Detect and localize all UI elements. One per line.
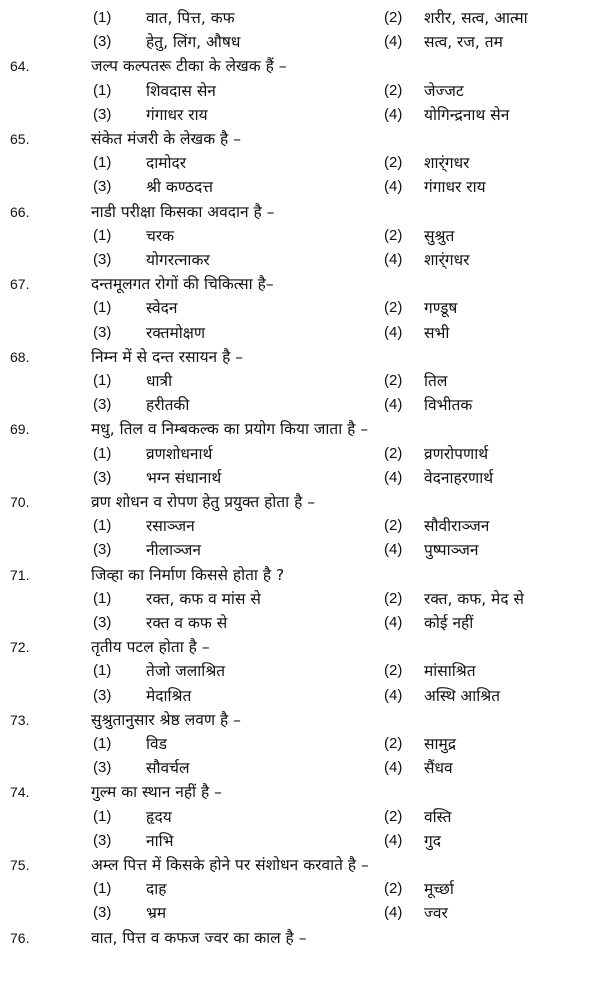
option-text-right: विभीतक xyxy=(424,396,473,415)
option-row xyxy=(0,6,599,30)
option-text-right: कोई नहीं xyxy=(424,614,474,632)
option-row xyxy=(0,393,599,417)
option-number-right: (4) xyxy=(384,831,403,849)
question-row xyxy=(0,635,599,659)
option-text-left: रक्त व कफ से xyxy=(146,614,228,632)
question-text: नाडी परीक्षा किसका अवदान है – xyxy=(91,202,275,221)
option-row xyxy=(0,684,599,708)
option-number-left: (3) xyxy=(93,33,112,51)
option-text-left: हरीतकी xyxy=(146,396,190,415)
option-text-right: सुश्रुत xyxy=(424,226,455,245)
option-number-right: (2) xyxy=(384,517,403,535)
option-number-left: (1) xyxy=(93,444,112,462)
option-text-left: गंगाधर राय xyxy=(146,105,208,124)
option-row xyxy=(0,175,599,199)
option-text-right: शार्ंगधर xyxy=(424,251,470,269)
option-number-right: (2) xyxy=(384,880,403,898)
question-number: 72. xyxy=(10,639,30,656)
option-row xyxy=(0,466,599,490)
question-text: अम्ल पित्त में किसके होने पर संशोधन करवाते है – xyxy=(91,856,369,874)
question-row xyxy=(0,127,599,151)
option-number-right: (2) xyxy=(384,444,403,462)
option-row xyxy=(0,611,599,635)
option-text-right: गण्डूष xyxy=(424,299,458,318)
question-number: 75. xyxy=(10,857,30,873)
option-text-left: स्वेदन xyxy=(146,299,178,318)
question-row xyxy=(0,563,599,587)
option-number-right: (2) xyxy=(384,735,403,752)
option-number-left: (1) xyxy=(93,226,112,244)
option-text-right: पुष्पाञ्जन xyxy=(424,541,479,560)
option-text-left: रक्तमोक्षण xyxy=(146,323,206,342)
option-row xyxy=(0,151,599,175)
option-number-right: (4) xyxy=(384,105,403,123)
option-row xyxy=(0,103,599,127)
option-row xyxy=(0,30,599,54)
option-row xyxy=(0,369,599,393)
option-number-right: (4) xyxy=(384,686,403,704)
question-row xyxy=(0,708,599,732)
option-text-left: रसाञ्जन xyxy=(146,517,195,536)
option-row xyxy=(0,659,599,683)
question-row xyxy=(0,490,599,514)
option-text-right: ज्वर xyxy=(424,904,448,923)
option-number-left: (1) xyxy=(93,735,112,752)
question-row xyxy=(0,780,599,804)
question-text: जल्प कल्पतरू टीका के लेखक हैं – xyxy=(91,57,287,76)
option-text-left: सौवर्चल xyxy=(146,759,190,778)
option-number-right: (4) xyxy=(384,468,403,486)
option-text-right: व्रणरोपणार्थ xyxy=(424,444,489,463)
question-number: 71. xyxy=(10,566,30,583)
option-text-left: विड xyxy=(146,735,167,753)
question-row xyxy=(0,853,599,877)
option-text-left: तेजो जलाश्रित xyxy=(146,662,226,681)
option-row xyxy=(0,756,599,780)
option-text-right: अस्थि आश्रित xyxy=(424,686,501,705)
option-text-left: नाभि xyxy=(146,831,174,850)
option-number-left: (1) xyxy=(93,154,112,172)
option-text-right: जेज्जट xyxy=(424,81,464,100)
option-number-right: (4) xyxy=(384,904,403,922)
option-row xyxy=(0,224,599,248)
option-number-left: (3) xyxy=(93,178,112,196)
question-number: 74. xyxy=(10,784,30,801)
option-number-right: (4) xyxy=(384,178,403,196)
option-text-right: गंगाधर राय xyxy=(424,178,486,197)
option-row xyxy=(0,587,599,611)
option-row xyxy=(0,732,599,756)
option-number-right: (2) xyxy=(384,299,403,317)
option-row xyxy=(0,514,599,538)
option-number-right: (2) xyxy=(384,662,403,680)
option-number-left: (1) xyxy=(93,517,112,535)
option-number-right: (4) xyxy=(384,614,403,631)
option-row xyxy=(0,829,599,853)
question-row xyxy=(0,54,599,78)
option-row xyxy=(0,877,599,901)
option-number-right: (4) xyxy=(384,323,403,341)
option-number-right: (4) xyxy=(384,541,403,559)
option-text-right: शरीर, सत्व, आत्मा xyxy=(424,9,528,27)
option-text-right: सामुद्र xyxy=(424,735,456,753)
option-number-left: (1) xyxy=(93,880,112,898)
question-number: 68. xyxy=(10,348,30,365)
question-row xyxy=(0,200,599,224)
option-text-right: तिल xyxy=(424,372,448,390)
question-number: 73. xyxy=(10,711,30,728)
question-row xyxy=(0,272,599,296)
option-text-left: धात्री xyxy=(146,372,173,390)
option-number-left: (3) xyxy=(93,323,112,341)
option-row xyxy=(0,901,599,925)
question-number: 76. xyxy=(10,929,30,946)
question-text: तृतीय पटल होता है – xyxy=(91,638,210,657)
question-row xyxy=(0,345,599,369)
option-number-left: (3) xyxy=(93,541,112,559)
question-number: 66. xyxy=(10,203,30,220)
question-text: वात, पित्त व कफज ज्वर का काल है – xyxy=(91,928,307,947)
question-number: 70. xyxy=(10,494,30,510)
option-number-left: (3) xyxy=(93,614,112,631)
option-text-left: श्री कण्ठदत्त xyxy=(146,178,213,197)
option-number-left: (1) xyxy=(93,662,112,680)
question-row xyxy=(0,926,599,950)
option-number-left: (1) xyxy=(93,807,112,825)
option-text-right: सभी xyxy=(424,323,450,342)
option-text-left: रक्त, कफ व मांस से xyxy=(146,589,261,608)
question-text: निम्न में से दन्त रसायन है – xyxy=(91,347,243,366)
option-text-right: वस्ति xyxy=(424,807,452,826)
option-number-right: (2) xyxy=(384,589,403,607)
option-text-left: चरक xyxy=(146,226,175,245)
question-text: जिव्हा का निर्माण किससे होता है ? xyxy=(91,565,285,584)
option-text-right: सौवीराञ्जन xyxy=(424,517,490,536)
option-row xyxy=(0,805,599,829)
option-number-right: (4) xyxy=(384,759,403,777)
question-number: 67. xyxy=(10,276,30,293)
option-number-left: (3) xyxy=(93,468,112,486)
option-number-left: (1) xyxy=(93,81,112,99)
option-number-left: (1) xyxy=(93,589,112,607)
option-text-left: व्रणशोधनार्थ xyxy=(146,444,213,463)
question-number: 69. xyxy=(10,421,30,438)
option-text-left: दाह xyxy=(146,880,167,899)
option-number-left: (3) xyxy=(93,105,112,123)
option-number-left: (3) xyxy=(93,759,112,777)
option-text-right: योगिन्द्रनाथ सेन xyxy=(424,105,510,124)
option-text-left: हृदय xyxy=(146,807,172,826)
option-number-left: (1) xyxy=(93,299,112,317)
option-row xyxy=(0,321,599,345)
option-text-left: भ्रम xyxy=(146,904,167,923)
option-number-right: (2) xyxy=(384,81,403,99)
option-text-left: दामोदर xyxy=(146,154,187,173)
question-number: 65. xyxy=(10,131,30,147)
question-text: संकेत मंजरी के लेखक है – xyxy=(91,130,241,148)
question-text: दन्तमूलगत रोगों की चिकित्सा है– xyxy=(91,275,274,294)
option-number-right: (2) xyxy=(384,9,403,26)
option-number-right: (4) xyxy=(384,396,403,414)
option-number-right: (2) xyxy=(384,226,403,244)
option-number-left: (1) xyxy=(93,9,112,26)
question-text: सुश्रुतानुसार श्रेष्ठ लवण है – xyxy=(91,710,241,729)
option-text-left: मेदाश्रित xyxy=(146,686,192,705)
option-number-left: (1) xyxy=(93,372,112,389)
option-text-left: योगरत्नाकर xyxy=(146,251,210,269)
option-text-right: रक्त, कफ, मेद से xyxy=(424,589,524,608)
option-row xyxy=(0,296,599,320)
option-text-right: मूर्च्छा xyxy=(424,880,454,899)
option-number-left: (3) xyxy=(93,831,112,849)
option-row xyxy=(0,442,599,466)
option-row xyxy=(0,248,599,272)
option-text-left: भग्न संधानार्थ xyxy=(146,468,222,487)
option-text-right: वेदनाहरणार्थ xyxy=(424,468,494,487)
option-text-right: सैंधव xyxy=(424,759,453,778)
question-text: मधु, तिल व निम्बकल्क का प्रयोग किया जाता है – xyxy=(91,420,369,439)
option-text-left: वात, पित्त, कफ xyxy=(146,9,235,27)
option-row xyxy=(0,79,599,103)
question-text: व्रण शोधन व रोपण हेतु प्रयुक्त होता है – xyxy=(91,493,316,511)
option-number-left: (3) xyxy=(93,904,112,922)
option-text-right: मांसाश्रित xyxy=(424,662,476,681)
option-number-right: (2) xyxy=(384,807,403,825)
question-text: गुल्म का स्थान नहीं है – xyxy=(91,783,222,802)
option-text-right: गुद xyxy=(424,831,441,850)
option-text-right: शार्ंगधर xyxy=(424,154,470,173)
option-text-left: हेतु, लिंग, औषध xyxy=(146,33,241,52)
option-number-left: (3) xyxy=(93,251,112,268)
option-text-right: सत्व, रज, तम xyxy=(424,33,503,52)
option-number-right: (2) xyxy=(384,154,403,172)
option-number-left: (3) xyxy=(93,686,112,704)
option-text-left: शिवदास सेन xyxy=(146,81,216,100)
question-row xyxy=(0,417,599,441)
option-number-right: (4) xyxy=(384,251,403,268)
question-number: 64. xyxy=(10,58,30,75)
option-number-right: (4) xyxy=(384,33,403,51)
option-number-left: (3) xyxy=(93,396,112,414)
option-text-left: नीलाञ्जन xyxy=(146,541,201,560)
option-row xyxy=(0,538,599,562)
option-number-right: (2) xyxy=(384,372,403,389)
